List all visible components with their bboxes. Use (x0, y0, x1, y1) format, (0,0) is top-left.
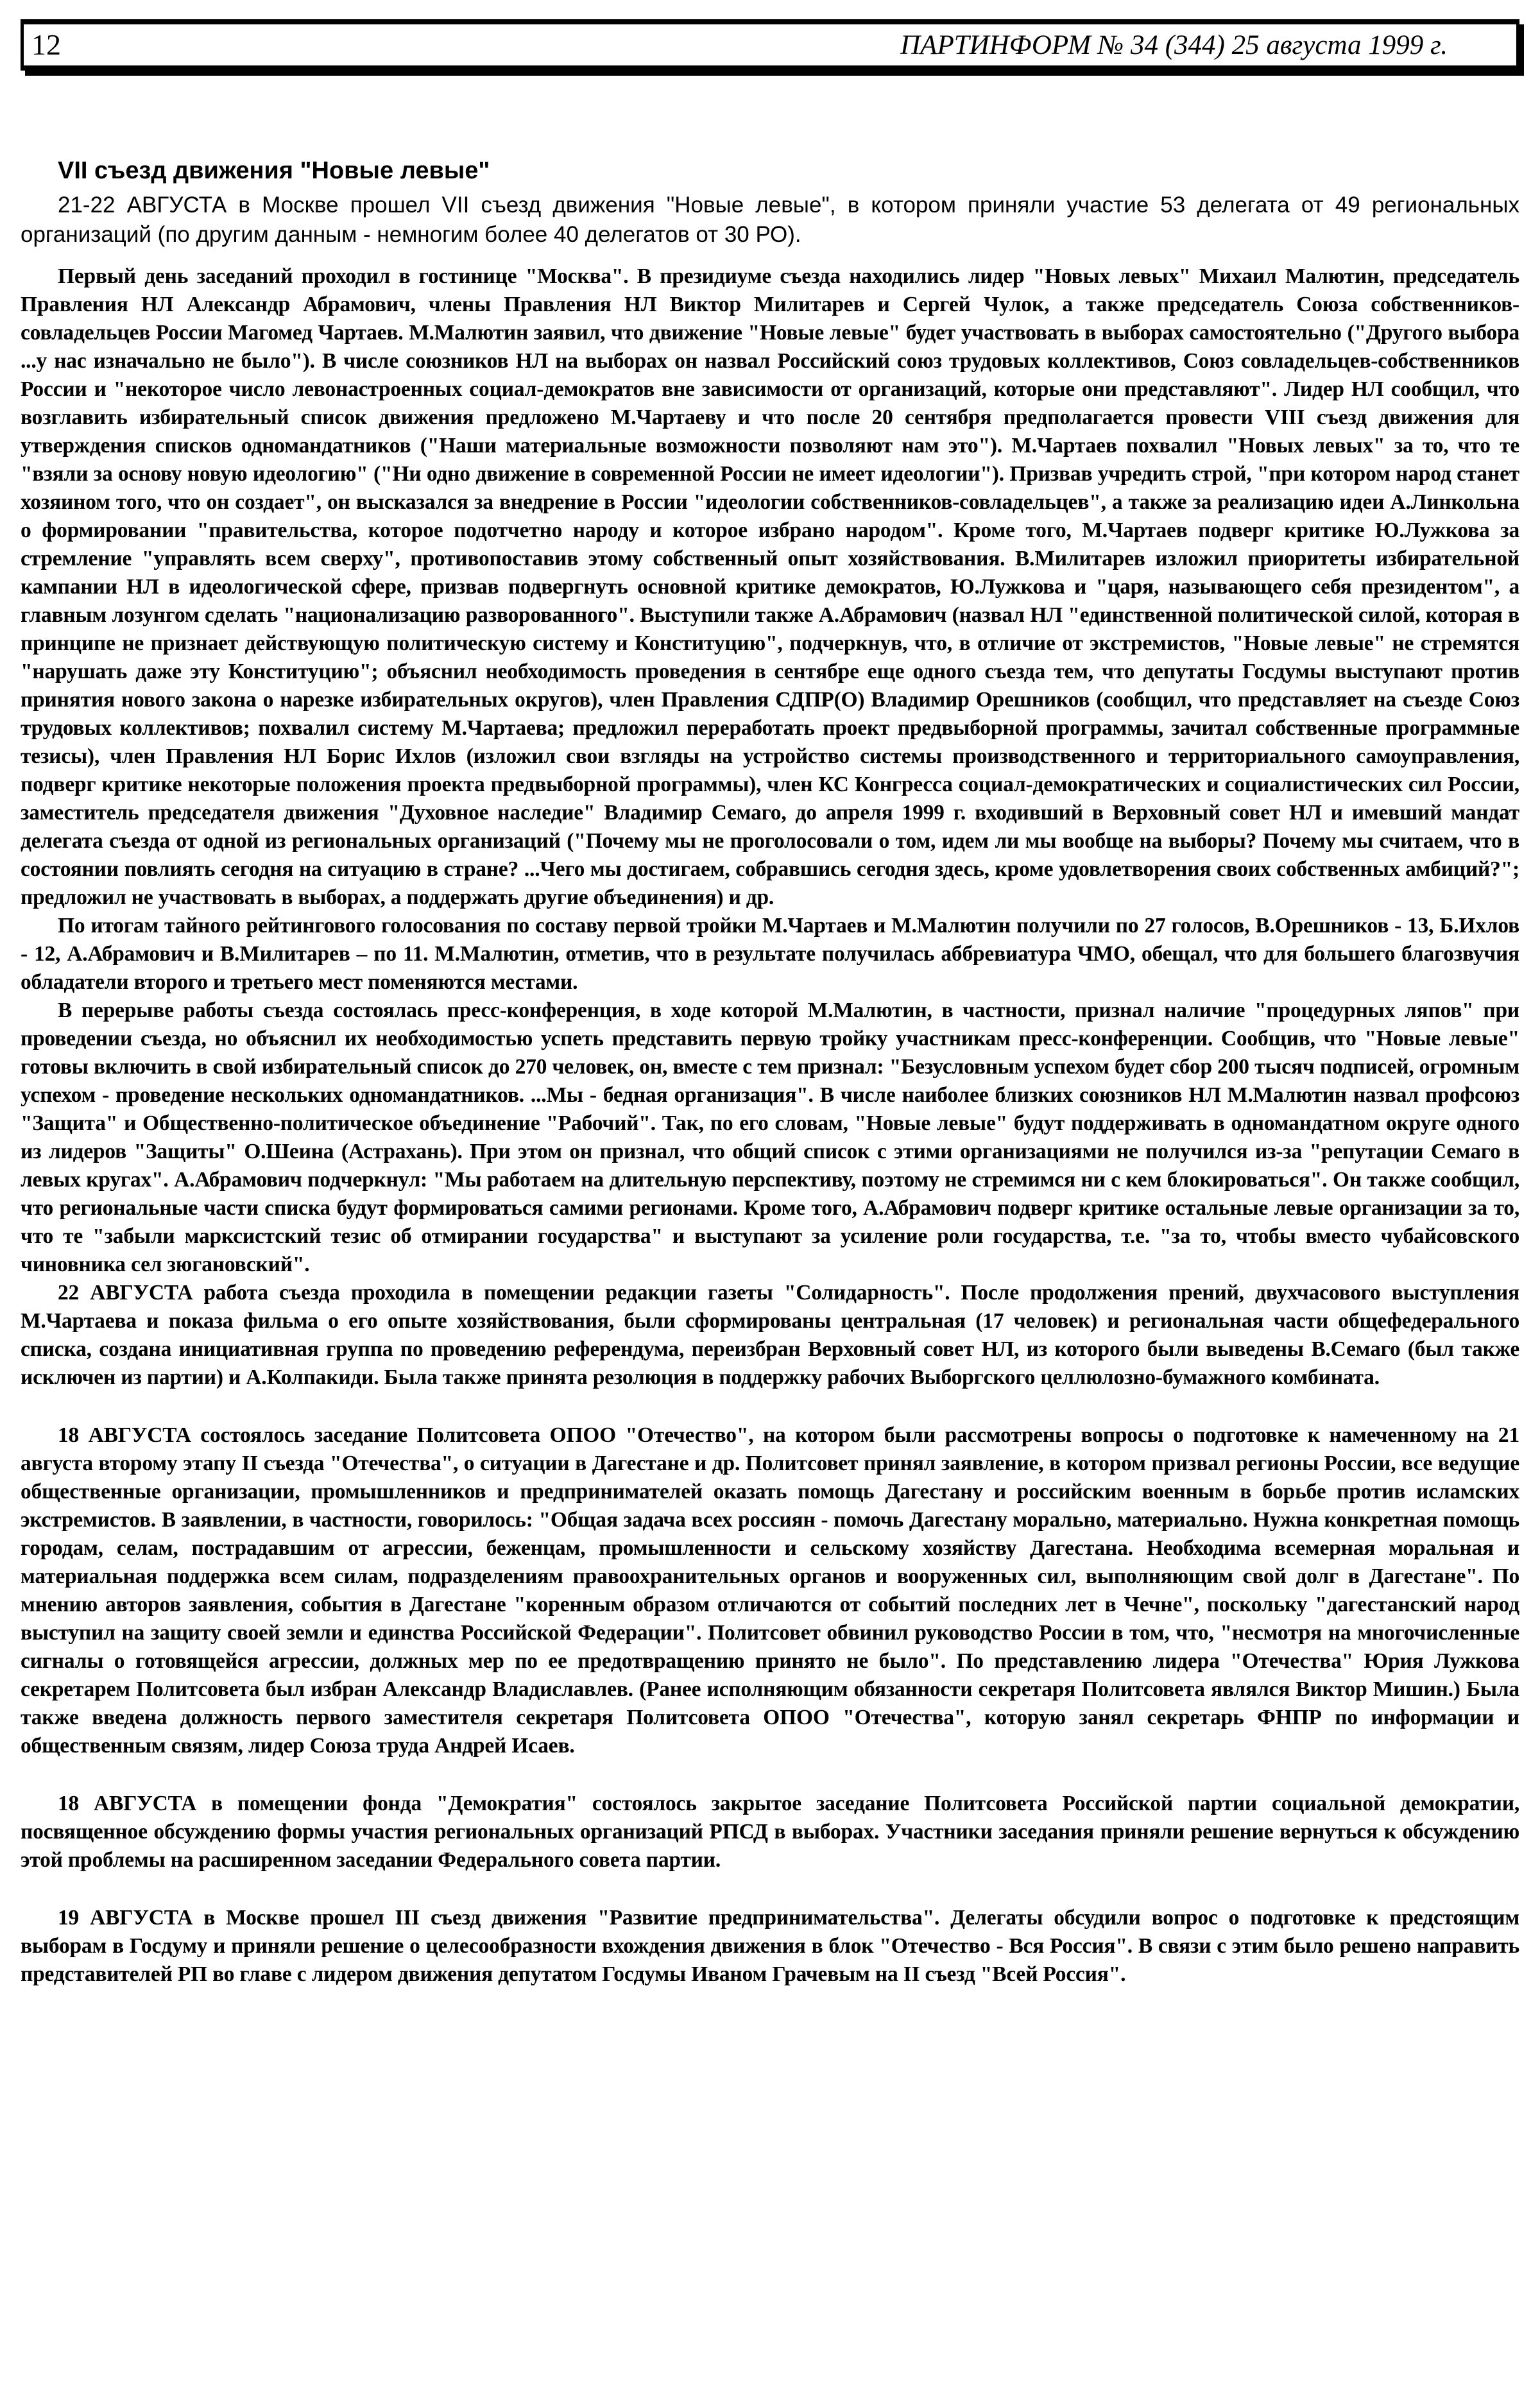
page-number: 12 (31, 28, 61, 61)
article-paragraph-4: 22 АВГУСТА работа съезда проходила в помещении редакции газеты "Солидарность". После продолжения прений, двухчасового выступления М.Чартаева и показа фильма о его опыте хозяйствования, были сформированы центральная (17 человек) и региональная части общефедерального списка, создана инициативная группа по проведению референдума, переизбран Верховный совет НЛ, из которого были выведены В.Семаго (был также исключен из партии) и А.Колпакиди. Была также принята резолюция в поддержку рабочих Выборгского целлюлозно-бумажного комбината. (21, 1280, 1519, 1389)
news-item-razvitie-predprinimatelstva: 19 АВГУСТА в Москве прошел III съезд движения "Развитие предпринимательства". Делегаты обсудили вопрос о подготовке к предстоящим выборам в Госдуму и приняли решение о целесообразности вхождения движения в блок "Отечество - Вся Россия". В связи с этим было решено направить представителей РП во главе с лидером движения депутатом Госдумы Иваном Грачевым на II съезд "Всей Россия". (21, 1905, 1519, 1986)
issue-title: ПАРТИНФОРМ № 34 (344) 25 августа 1999 г. (900, 30, 1448, 60)
article-title: VII съезд движения "Новые левые" (58, 157, 490, 184)
article-body (21, 262, 1519, 1392)
news-item-otechestvo: 18 АВГУСТА состоялось заседание Политсовета ОПОО "Отечество", на котором были рассмотрены вопросы о подготовке к намеченному на 21 августа второму этапу II съезда "Отечества", о ситуации в Дагестане и др. Политсовет принял заявление, в котором призвал регионы России, все ведущие общественные организации, промышленников и предпринимателей оказать помощь Дагестану и российским военным в борьбе против исламских экстремистов. В заявлении, в частности, говорилось: "Общая задача всех россиян - помочь Дагестану морально, материально. Нужна конкретная помощь городам, селам, пострадавшим от агрессии, беженцам, промышленности и сельскому хозяйству Дагестана. Необходима всемерная моральная и материальная поддержка всем силам, подразделениям правоохранительных органов и вооруженных сил, выполняющим свой долг в Дагестане". По мнению авторов заявления, события в Дагестане "коренным образом отличаются от событий последних лет в Чечне", поскольку "дагестанский народ выступил на защиту своей земли и единства Российской Федерации". Политсовет обвинил руководство России в том, что, "несмотря на многочисленные сигналы о готовящейся агрессии, должных мер по ее предотвращению принято не было". По представлению лидера "Отечества" Юрия Лужкова секретарем Политсовета был избран Александр Владиславлев. (Ранее исполняющим обязанности секретаря Политсовета являлся Виктор Мишин.) Была также введена должность первого заместителя секретаря Политсовета ОПОО "Отечества", которую занял секретарь ФНПР по информации и общественным связям, лидер Союза труда Андрей Исаев. (21, 1423, 1519, 1758)
article-paragraph-3: В перерыве работы съезда состоялась пресс-конференция, в ходе которой М.Малютин, в частности, признал наличие "процедурных ляпов" при проведении съезда, но объяснил их необходимостью успеть представить первую тройку участникам пресс-конференции. Сообщив, что "Новые левые" готовы включить в свой избирательный список до 270 человек, он, вместе с тем признал: "Безусловным успехом будет сбор 200 тысяч подписей, огромным успехом - проведение нескольких одномандатников. ...Мы - бедная организация". В числе наиболее близких союзников НЛ М.Малютин назвал профсоюз "Защита" и Общественно-политическое объединение "Рабочий". Так, по его словам, "Новые левые" будут поддерживать в одномандатном округе одного из лидеров "Защиты" О.Шеина (Астрахань). При этом он признал, что общий список с этими организациями не получился из-за "репутации Семаго в левых кругах". А.Абрамович подчеркнул: "Мы работаем на длительную перспективу, поэтому не стремимся ни с кем блокироваться". Он также сообщил, что региональные части списка будут формироваться самими регионами. Кроме того, А.Абрамович подверг критике остальные левые организации за то, что те "забыли марксистский тезис об отмирании государства" и выступают за усиление роли государства, т.е. "за то, чтобы вместо чубайсовского чиновника сел зюгановский". (21, 998, 1519, 1276)
article-lead: 21-22 АВГУСТА в Москве прошел VII съезд движения "Новые левые", в котором приняли участие 53 делегата от 49 региональных организаций (по другим данным - немногим более 40 делегатов от 30 РО). (21, 192, 1519, 247)
page-header (21, 19, 1519, 71)
news-item-rpsd: 18 АВГУСТА в помещении фонда "Демократия" состоялось закрытое заседание Политсовета Российской партии социальной демократии, посвященное обсуждению формы участия региональных организаций РПСД в выборах. Участники заседания приняли решение вернуться к обсуждению этой проблемы на расширенном заседании Федерального совета партии. (21, 1791, 1519, 1872)
article-paragraph-1: Первый день заседаний проходил в гостинице "Москва". В президиуме съезда находились лидер "Новых левых" Михаил Малютин, председатель Правления НЛ Александр Абрамович, члены Правления НЛ Виктор Милитарев и Сергей Чулок, а также председатель Союза собственников-совладельцев России Магомед Чартаев. М.Малютин заявил, что движение "Новые левые" будет участвовать в выборах самостоятельно ("Другого выбора ...у нас изначально не было"). В числе союзников НЛ на выборах он назвал Российский союз трудовых коллективов, Союз совладельцев-собственников России и "некоторое число левонастроенных социал-демократов вне зависимости от организаций, которые они представляют". Лидер НЛ сообщил, что возглавить избирательный список движения предложено М.Чартаеву и что после 20 сентября предполагается провести VIII съезд движения для утверждения списков одномандатников ("Наши материальные возможности позволяют нам это"). М.Чартаев похвалил "Новых левых" за то, что те "взяли за основу новую идеологию" ("Ни одно движение в современной России не имеет идеологии"). Призвав учредить строй, "при котором народ станет хозяином того, что он создает", он высказался за внедрение в России "идеологии собственников-совладельцев", а также за реализацию идеи А.Линкольна о формировании "правительства, которое подотчетно народу и которое избрано народом". Кроме того, М.Чартаев подверг критике Ю.Лужкова за стремление "управлять всем сверху", противопоставив этому собственный опыт хозяйствования. В.Милитарев изложил приоритеты избирательной кампании НЛ в идеологической сфере, призвав подвергнуть основной критике демократов, Ю.Лужкова и "царя, называющего себя президентом", а главным лозунгом сделать "национализацию разворованного". Выступили также А.Абрамович (назвал НЛ "единственной политической силой, которая в принципе не признает действующую политическую систему и Конституцию", подчеркнув, что, в отличие от экстремистов, "Новые левые" не стремятся "нарушать даже эту Конституцию"; объяснил необходимость проведения в сентябре еще одного съезда тем, что депутаты Госдумы выступают против принятия нового закона о нарезке избирательных округов), член Правления СДПР(О) Владимир Орешников (сообщил, что представляет на съезде Союз трудовых коллективов; похвалил систему М.Чартаева; предложил переработать проект предвыборной программы, зачитал собственные программные тезисы), член Правления НЛ Борис Ихлов (изложил свои взгляды на устройство системы производственного и территориального самоуправления, подверг критике некоторые положения проекта предвыборной программы), член КС Конгресса социал-демократических и социалистических сил России, заместитель председателя движения "Духовное наследие" Владимир Семаго, до апреля 1999 г. входивший в Верховный совет НЛ и имевший мандат делегата съезда от одной из региональных организаций ("Почему мы не проголосовали о том, идем ли мы вообще на выборы? Почему мы считаем, что в состоянии повлиять сегодня на ситуацию в стране? ...Чего мы достигаем, собравшись сегодня здесь, кроме удовлетворения своих собственных амбиций?"; предложил не участвовать в выборах, а поддержать другие объединения) и др. (21, 264, 1519, 909)
article-paragraph-2: По итогам тайного рейтингового голосования по составу первой тройки М.Чартаев и М.Малютин получили по 27 голосов, В.Орешников - 13, Б.Ихлов - 12, А.Абрамович и В.Милитарев – по 11. М.Малютин, отметив, что в результате получилась аббревиатура ЧМО, обещал, что для большего благозвучия обладатели второго и третьего мест поменяются местами. (21, 913, 1519, 994)
